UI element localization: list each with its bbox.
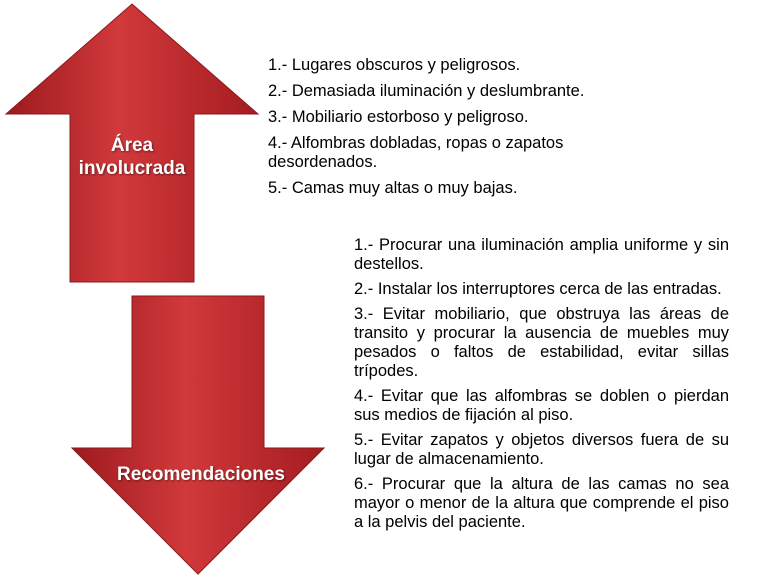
- list-item: 2.- Instalar los interruptores cerca de las entradas.: [354, 280, 722, 298]
- list-item: 2.- Demasiada iluminación y deslumbrante.: [268, 82, 585, 100]
- recommendations-list: [354, 236, 729, 538]
- area-label-line2: involucrada: [78, 158, 186, 179]
- down-arrow-icon: [0, 290, 330, 576]
- list-item: 3.- Evitar mobiliario, que obstruya las áreas de transito y procurar la ausencia de muebles muy pesados o faltos de estabilidad, evitar sillas trípodes.: [354, 305, 729, 380]
- area-involucrada-label: [60, 134, 204, 180]
- recomendaciones-label: Recomendaciones: [117, 464, 285, 485]
- list-item: 1.- Lugares obscuros y peligrosos.: [268, 56, 521, 74]
- list-item: 5.- Evitar zapatos y objetos diversos fuera de su lugar de almacenamiento.: [354, 431, 729, 468]
- list-item: 4.- Evitar que las alfombras se doblen o pierdan sus medios de fijación al piso.: [354, 387, 729, 424]
- list-item: 3.- Mobiliario estorboso y peligroso.: [268, 108, 529, 126]
- list-item: 1.- Procurar una iluminación amplia uniforme y sin destellos.: [354, 236, 729, 273]
- area-label-line1: Área: [110, 135, 154, 156]
- list-item: 6.- Procurar que la altura de las camas no sea mayor o menor de la altura que comprende el piso a la pelvis del paciente.: [354, 475, 729, 531]
- list-item: 5.- Camas muy altas o muy bajas.: [268, 179, 518, 197]
- list-item: 4.- Alfombras dobladas, ropas o zapatos desordenados.: [268, 134, 564, 171]
- area-list: [268, 56, 648, 205]
